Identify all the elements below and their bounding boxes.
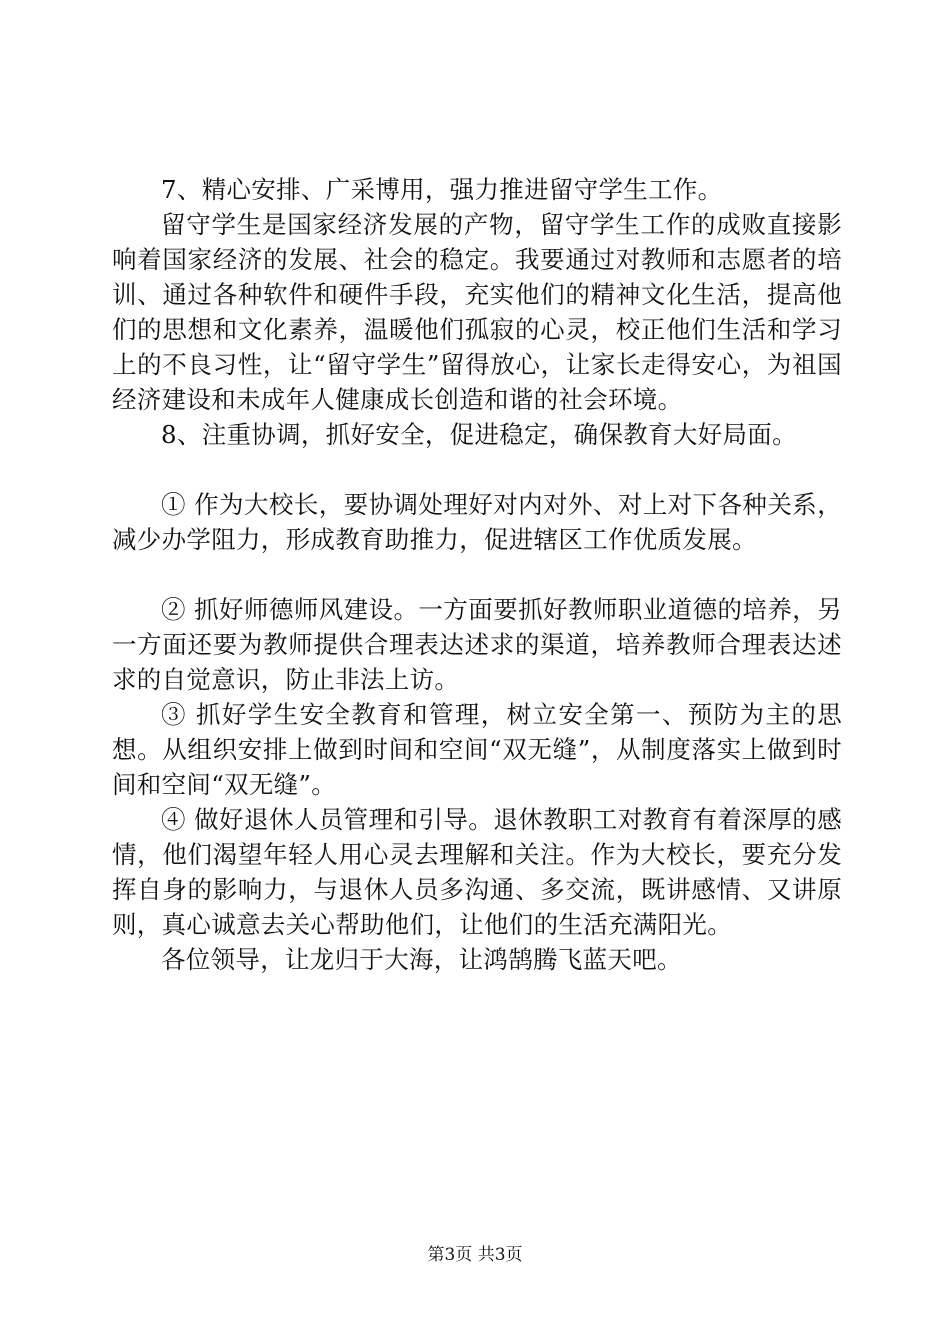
closing-paragraph: 各位领导，让龙归于大海，让鸿鹄腾飞蓝天吧。	[161, 945, 682, 974]
list-item-2: ② 抓好师德师风建设。一方面要抓好教师职业道德的培养，另一方面还要为教师提供合理表达述求的渠道，培养教师合理表达述求的自觉意识，防止非法上访。	[112, 595, 842, 694]
list-item-3: ③ 抓好学生安全教育和管理，树立安全第一、预防为主的思想。从组织安排上做到时间和空间“双无缝”，从制度落实上做到时间和空间“双无缝”。	[112, 700, 842, 799]
page-number-footer: 第3页 共3页	[427, 1245, 523, 1265]
list-item-4: ④ 做好退休人员管理和引导。退休教职工对教育有着深厚的感情，他们渴望年轻人用心灵去理解和关注。作为大校长，要充分发挥自身的影响力，与退休人员多沟通、多交流，既讲感情、又讲原则，真心诚意去关心帮助他们，让他们的生活充满阳光。	[112, 805, 842, 939]
paragraph-left-behind-students: 留守学生是国家经济发展的产物，留守学生工作的成败直接影响着国家经济的发展、社会的稳定。我要通过对教师和志愿者的培训、通过各种软件和硬件手段，充实他们的精神文化生活，提高他们的思想和文化素养，温暖他们孤寂的心灵，校正他们生活和学习上的不良习性，让“留守学生”留得放心，让家长走得安心，为祖国经济建设和未成年人健康成长创造和谐的社会环境。	[112, 210, 842, 414]
list-item-1: ① 作为大校长，要协调处理好对内对外、对上对下各种关系，减少办学阻力，形成教育助推力，促进辖区工作优质发展。	[112, 490, 842, 554]
section-heading-8: 8、注重协调，抓好安全，促进稳定，确保教育大好局面。	[161, 420, 797, 449]
section-heading-7: 7、精心安排、广采博用，强力推进留守学生工作。	[161, 175, 723, 204]
document-body	[112, 172, 842, 977]
